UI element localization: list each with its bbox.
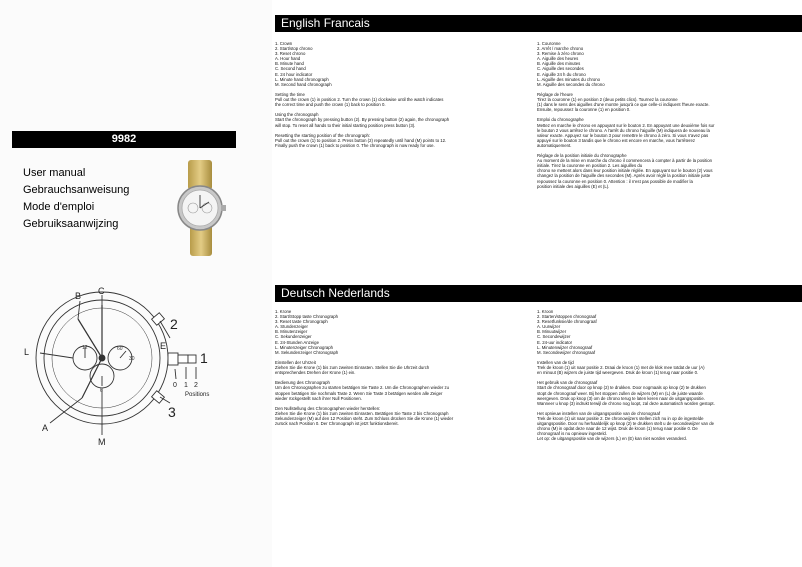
subdial-6: 6 xyxy=(100,388,103,394)
label-c: C xyxy=(98,286,105,296)
positions-label: Positions xyxy=(185,392,210,398)
label-pusher-3: 3 xyxy=(168,404,176,420)
model-number: 9982 xyxy=(12,131,236,148)
manual-title-german: Gebrauchsanweisung xyxy=(23,184,130,196)
manual-title-list xyxy=(23,165,129,233)
label-l: L xyxy=(24,347,30,357)
subdial-12: 12 xyxy=(82,345,88,351)
manual-title-english: User manual xyxy=(23,167,86,179)
position-1: 1 xyxy=(184,382,188,389)
german-instructions: 1. Krone 2. Start/Stopp taste Chronograph 3. Reset taste Chronograph A. Stundenzeiger B. Minutenzeiger C. Sekundenzeiger E. 24-Stunden Anzeige L. Minutenzeiger Chronograph M. Sekundenzeiger Chronograph Einstellen der Uhrzeit Ziehen Sie die Krone (1) bis zum zweiten Einrasten. Stellen Sie die Uhrzeit durch entsprechendes Drehen der Krone (1) ein. Bedienung des Chronograph Um den Chronographen zu starten betätigen Sie Taste 2. Um die Chronographen wieder zu stoppen betätigen Sie nochmals Taste 2. Wenn Sie Taste 3 betätigen werden alle Zeiger wieder rückgestellt nach ihrer Null Positionen. Den Nullstellung des Chronographen wieder herstellen: Ziehen Sie die Krone (1) bis zum zweiten Einrasten. Betätigen Sie Taste 2 bis Chronograph Sekundenzeiger (M) auf den 12 Position steht. Zum Schluss drücken Sie die Krone (1) wieder zurück nach Position 0. Der Chronograph ist jetzt funktionsbereit. xyxy=(275,309,454,427)
label-e: E xyxy=(160,341,167,351)
label-a: A xyxy=(42,423,49,433)
watch-diagram xyxy=(20,283,250,453)
subdial-60: 60 xyxy=(117,346,123,352)
watch-photo xyxy=(160,158,240,258)
label-m: M xyxy=(98,437,106,447)
position-2: 2 xyxy=(194,382,198,389)
manual-title-dutch: Gebruiksaanwijzing xyxy=(23,218,119,230)
position-0: 0 xyxy=(173,382,177,389)
manual-title-french: Mode d'emploi xyxy=(23,201,95,213)
subdial-30: 30 xyxy=(129,356,135,362)
dutch-instructions: 1. Kroon 2. Starten/stoppen chronograaf 3. Resetfunksie/de chronograaf A. Uurwijzer B. Minuutwijzer C. Secondewijzer E. 24-uur indicator L. Minutenwijzer chronograaf M. Secondewijzer chronograaf Instellen van de tijd Trek de kroon (1) uit naar positie 2. Draai de kroon (1) met de klok mee totdat de uur (A) en minuut (B) wijzers de juiste tijd weergeven. Druk de kroon (1) terug naar positie 0. Het gebruik van de chronograaf Start de chronograaf door op knop (2) te drukken. Door nogmaals op knop (2) te drukken stopt de chronograaf weer. Bij het stoppen zullen de wijzers (M) en (L) de juiste waarde weergeven. Druk op knop (3) om de chrono terug te laten keren naar de uitgangspositie. Wanneer u knop (3) indrukt terwijl de chrono nog loopt, zal deze automatisch worden gestopt. Het opnieuw instellen van de uitgangspositie van de chronograaf Trek de kroon (1) uit naar positie 2. De chronowijzers stellen zich nu in op de ingestelde uitgangspositie. Door nu herhaaldelijk op knop (2) te drukken stelt u de secondewijzer van de chrono (M) in opdat deze naar de 12 wijst. Druk de kroon (1) terug naar positie 0. De chronograaf is nu opnieuw ingesteld. Let op: de uitgangspositie van de wijzers (L) en (E) kan niet worden veranderd. xyxy=(537,309,715,442)
label-pusher-2: 2 xyxy=(170,316,178,332)
label-crown-1: 1 xyxy=(200,350,208,366)
section-header-german-dutch: Deutsch Nederlands xyxy=(275,285,802,302)
french-instructions: 1. Couronne 2. Arrêt / marche chrono 3. Remise à zéro chrono A. Aiguille des heures B. Aiguille des minutes C. Aiguille des secondes E. Aiguille 24 h du chrono L. Aiguille des minutes du chrono M. Aiguille des secondes du chrono Réglage de l'heure Tirez la couronne (1) en position 2 (deux petits clics). Tournez la couronne (1) dans le sens des aiguilles d'une montre jusqu'à ce que celle-ci indiquent l'heure exacte. Ensuite, repoussez la couronne (1) en position 0. Emploi du chronographe Mettez en marche le chrono en appuyant sur le bouton 2. En appuyant une deuxième fois sur le bouton 2 vous arrêtez le chrono. A l'arrêt du chrono l'aiguille (M) indiquera de nouveau la valeur exacte. Appuyez sur le bouton 3 pour remettre le chrono à zéro. Si vous n'avez pas appuyé sur le bouton 3 tandis que le chrono est encore en marche, vous l'arrêterez automatiquement. Réglage de la position initiale du chronographe Au moment de la mise en marche du chrono il commencera à compter à partir de la position initiale. Tirez la couronne en position 2. Les aiguilles du chrono se mettent alors dans leur position initiale réglée. En appuyant sur le bouton (2) vous changez la position de l'aiguille des secondes (M). Après avoir réglé la position initiale juste repoussez la couronne en position 0. Attention : il n'est pas possible de modifier la position initiale des aiguilles (E) et (L). xyxy=(537,41,715,189)
label-b: B xyxy=(75,291,82,301)
english-instructions: 1. Crown 2. Start/stop chrono 3. Reset chrono A. Hour hand B. Minute hand C. Second hand E. 24 hour indicator L. Minute hand chronograph M. Second hand chronograph Setting the time Pull out the crown (1) in position 2. Turn the crown (1) clockwise until the watch indicates the correct time and push the crown (1) back to position 0. Using the chronograph Start the chronograph by pressing button (2). By pressing button (2) again, the chronograph will stop. To reset all hands to their initial starting position press button (3). Resetting the starting position of the chronograph: Pull out the crown (1) to position 2. Press button (2) repeatedly until hand (M) points to 12. Finally push the crown (1) back to position 0. The chronograph is now ready for use. xyxy=(275,41,450,148)
section-header-english-french: English Francais xyxy=(275,15,802,32)
